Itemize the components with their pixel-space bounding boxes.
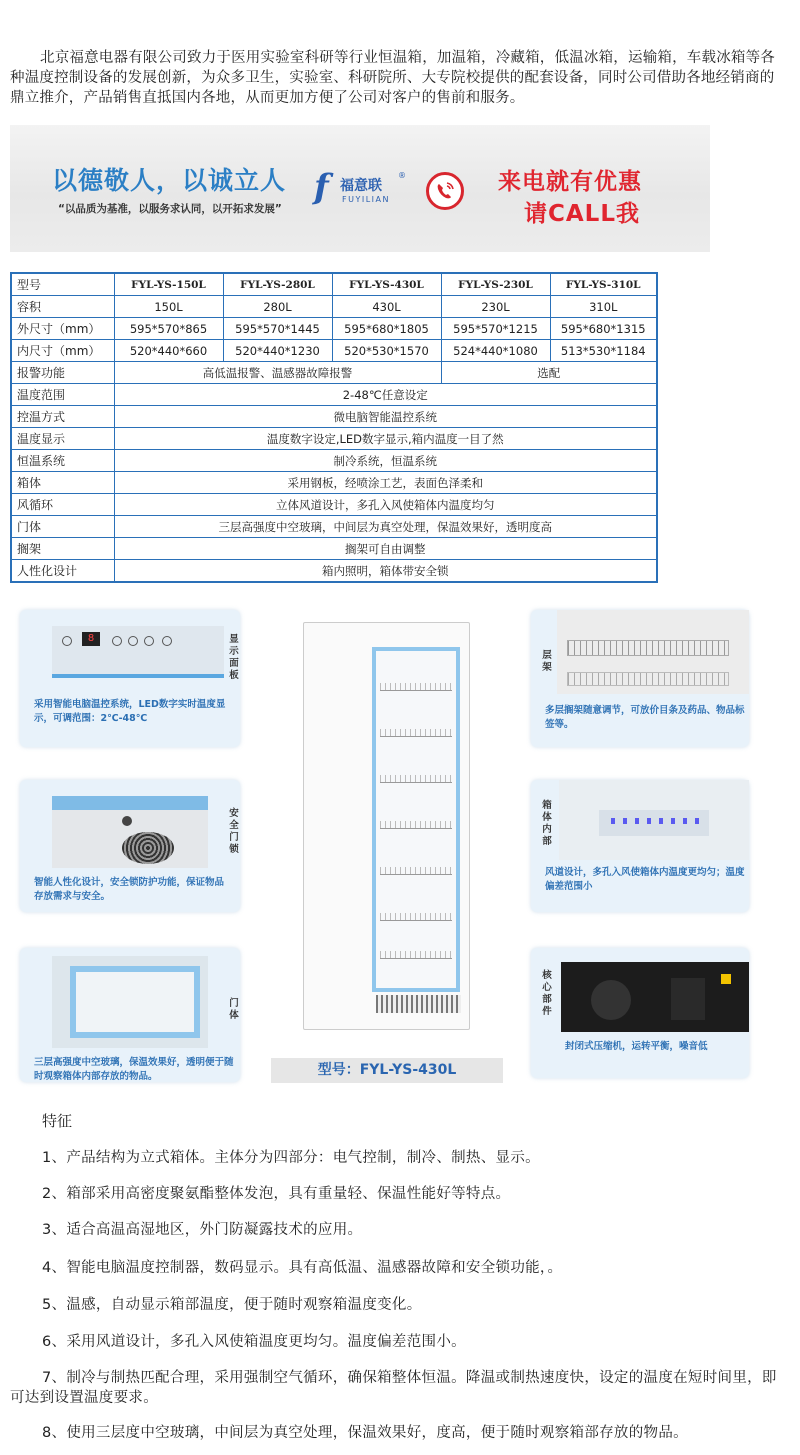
fridge-image <box>303 622 470 1030</box>
row-label: 箱体 <box>11 472 114 494</box>
table-row <box>11 472 657 494</box>
table-cell: 280L <box>223 296 332 318</box>
feature-item: 6、采用风道设计，多孔入风使箱温度更均匀。温度偏差范围小。 <box>42 1334 466 1350</box>
row-label: 外尺寸（mm） <box>11 318 114 340</box>
row-label: 报警功能 <box>11 362 114 384</box>
feature-item: 2、箱部采用高密度聚氨酯整体发泡，具有重量轻、保温性能好等特点。 <box>42 1186 511 1202</box>
table-cell: 温度数字设定,LED数字显示,箱内温度一目了然 <box>114 428 657 450</box>
table-row <box>11 494 657 516</box>
card-caption: 三层高强度中空玻璃，保温效果好，透明便于随时观察箱体内部存放的物品。 <box>34 1057 234 1082</box>
table-cell: 搁架可自由调整 <box>114 538 657 560</box>
model-cell: FYL-YS-280L <box>223 273 332 296</box>
table-cell: 230L <box>441 296 550 318</box>
row-label: 人性化设计 <box>11 560 114 583</box>
table-cell: 310L <box>550 296 657 318</box>
feature-card-interior <box>531 780 749 912</box>
feature-card-lock <box>20 780 240 912</box>
shelf-photo <box>557 610 749 694</box>
card-caption: 多层搁架随意调节，可放价目条及药品、物品标签等。 <box>545 705 745 730</box>
card-label: 安全门锁 <box>229 808 239 855</box>
card-label: 显示面板 <box>229 634 239 681</box>
model-cell: FYL-YS-310L <box>550 273 657 296</box>
table-cell: 箱内照明，箱体带安全锁 <box>114 560 657 583</box>
model-cell: FYL-YS-150L <box>114 273 223 296</box>
table-cell: 595*570*865 <box>114 318 223 340</box>
logo-mark: f <box>314 167 329 207</box>
features-title: 特征 <box>42 1112 73 1130</box>
table-row <box>11 450 657 472</box>
fridge-glass-door <box>372 647 460 992</box>
promo-line-2: 请CALL我 <box>524 201 640 227</box>
feature-item: 4、智能电脑温度控制器，数码显示。具有高低温、温感器故障和安全锁功能，。 <box>42 1260 563 1276</box>
door-photo <box>52 956 208 1048</box>
table-row <box>11 362 657 384</box>
banner-slogan: 以德敬人，以诚立人 <box>52 166 287 195</box>
banner-slogan-sub: “以品质为基准，以服务求认同，以开拓求发展” <box>58 203 282 215</box>
table-cell: 采用钢板，经喷涂工艺，表面色泽柔和 <box>114 472 657 494</box>
row-label: 温度显示 <box>11 428 114 450</box>
lock-icon <box>122 816 132 826</box>
table-cell: 高低温报警、温感器故障报警 <box>114 362 441 384</box>
table-cell: 制冷系统，恒温系统 <box>114 450 657 472</box>
card-caption: 风道设计，多孔入风使箱体内温度更均匀；温度偏差范围小 <box>545 867 745 892</box>
table-cell: 选配 <box>441 362 657 384</box>
row-label: 内尺寸（mm） <box>11 340 114 362</box>
feature-card-shelf <box>531 610 749 747</box>
spec-table <box>10 272 658 583</box>
table-cell: 立体风道设计，多孔入风使箱体内温度均匀 <box>114 494 657 516</box>
table-row <box>11 384 657 406</box>
logo-name-en: FUYILIAN <box>342 195 390 204</box>
table-cell: 595*680*1805 <box>332 318 441 340</box>
model-cell: FYL-YS-230L <box>441 273 550 296</box>
row-label: 容积 <box>11 296 114 318</box>
company-banner <box>10 125 710 252</box>
row-label: 风循环 <box>11 494 114 516</box>
card-caption: 封闭式压缩机，运转平衡，噪音低 <box>565 1041 708 1052</box>
model-cell: FYL-YS-430L <box>332 273 441 296</box>
table-cell: 520*530*1570 <box>332 340 441 362</box>
card-caption: 采用智能电脑温控系统，LED数字实时温度显示，可调范围：2℃-48℃ <box>34 699 226 724</box>
table-row <box>11 340 657 362</box>
feature-card-core <box>531 948 749 1078</box>
card-caption: 智能人性化设计，安全锁防护功能，保证物品 存放需求与安全。 <box>34 877 225 902</box>
table-cell: 150L <box>114 296 223 318</box>
fan-icon <box>122 832 174 864</box>
table-cell: 520*440*1230 <box>223 340 332 362</box>
row-label: 门体 <box>11 516 114 538</box>
table-row <box>11 516 657 538</box>
table-row <box>11 560 657 583</box>
table-cell: 595*680*1315 <box>550 318 657 340</box>
intro-paragraph: 北京福意电器有限公司致力于医用实验室科研等行业恒温箱，加温箱，冷藏箱，低温冰箱，运输箱，车载冰箱等各种温度控制设备的发展创新，为众多卫生，实验室、科研院所、大专院校提供的配套设备，同时公司借助各地经销商的鼎立推介，产品销售直抵国内各地，从而更加方便了公司对客户的售前和服务。 <box>10 50 775 106</box>
table-cell: 2-48℃任意设定 <box>114 384 657 406</box>
compressor-photo <box>561 962 749 1032</box>
table-cell: 595*570*1445 <box>223 318 332 340</box>
feature-item: 8、使用三层度中空玻璃，中间层为真空处理，保温效果好，度高，便于随时观察箱部存放的物品。 <box>42 1425 688 1441</box>
phone-icon <box>426 172 464 210</box>
table-row <box>11 428 657 450</box>
table-cell: 三层高强度中空玻璃，中间层为真空处理，保温效果好，透明度高 <box>114 516 657 538</box>
company-logo <box>310 165 415 213</box>
card-label: 门体 <box>229 998 239 1021</box>
table-row <box>11 296 657 318</box>
row-label: 搁架 <box>11 538 114 560</box>
table-cell: 513*530*1184 <box>550 340 657 362</box>
row-label: 温度范围 <box>11 384 114 406</box>
table-row <box>11 538 657 560</box>
card-label: 核心部件 <box>542 970 552 1017</box>
card-label: 层架 <box>542 650 552 673</box>
table-row <box>11 406 657 428</box>
logo-name-cn: 福意联 <box>340 178 382 194</box>
table-cell: 微电脑智能温控系统 <box>114 406 657 428</box>
row-label: 型号 <box>11 273 114 296</box>
table-cell: 520*440*660 <box>114 340 223 362</box>
led-display: 8 <box>82 632 100 646</box>
table-cell: 430L <box>332 296 441 318</box>
logo-registered-mark: ® <box>398 171 406 180</box>
control-panel-photo <box>52 626 224 678</box>
table-cell: 524*440*1080 <box>441 340 550 362</box>
feature-item: 1、产品结构为立式箱体。主体分为四部分：电气控制，制冷、制热、显示。 <box>42 1150 540 1166</box>
interior-photo <box>559 780 749 860</box>
feature-item: 5、温感，自动显示箱部温度，便于随时观察箱温度变化。 <box>42 1297 422 1313</box>
row-label: 控温方式 <box>11 406 114 428</box>
table-cell: 595*570*1215 <box>441 318 550 340</box>
feature-card-door <box>20 948 240 1082</box>
lock-photo <box>52 796 208 868</box>
table-row <box>11 318 657 340</box>
feature-item: 3、适合高温高湿地区，外门防凝露技术的应用。 <box>42 1222 363 1238</box>
feature-card-panel <box>20 610 240 747</box>
table-row <box>11 273 657 296</box>
row-label: 恒温系统 <box>11 450 114 472</box>
product-model-label: 型号：FYL-YS-430L <box>271 1058 503 1083</box>
card-label: 箱体内部 <box>542 800 552 847</box>
feature-item: 7、制冷与制热匹配合理，采用强制空气循环，确保箱整体恒温。降温或制热速度快，设定的温度在短时间里，即可达到设置温度要求。 <box>10 1370 777 1406</box>
fridge-vent <box>376 995 461 1013</box>
promo-line-1: 来电就有优惠 <box>498 169 642 195</box>
